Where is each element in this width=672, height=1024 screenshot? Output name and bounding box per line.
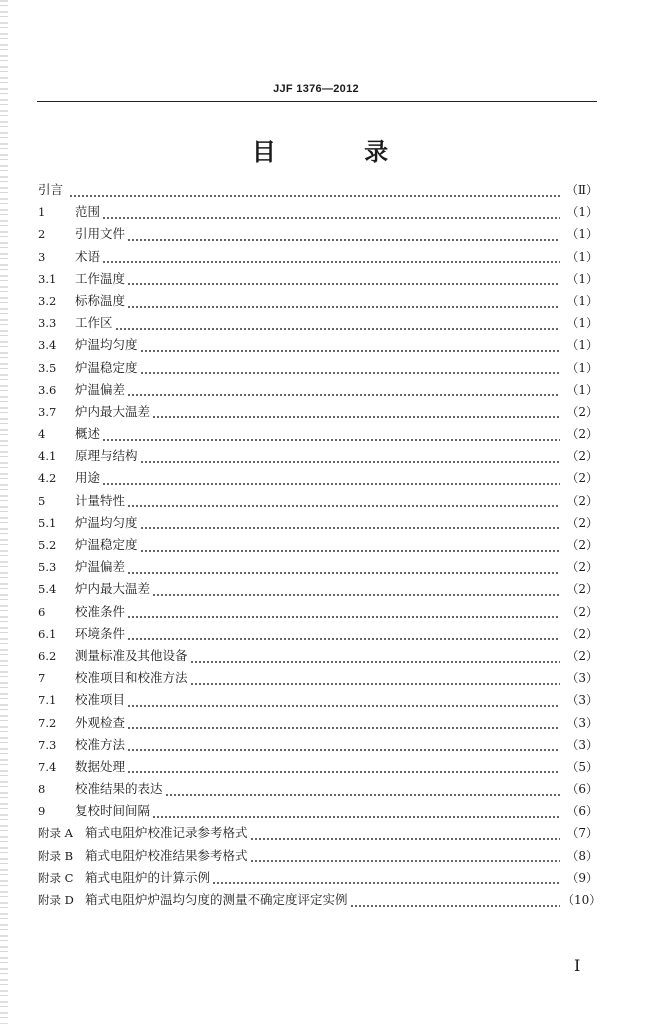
leader-dots bbox=[127, 306, 560, 308]
toc-entry[interactable] bbox=[38, 801, 598, 823]
toc-entry-page: （2） bbox=[566, 427, 598, 442]
leader-dots bbox=[140, 372, 560, 374]
toc-entry-label: 计量特性 bbox=[75, 492, 126, 508]
leader-dots bbox=[212, 882, 560, 884]
toc-entry-label: 环境条件 bbox=[75, 625, 126, 641]
toc-entry-label: 工作温度 bbox=[75, 270, 126, 286]
leader-dots bbox=[152, 816, 560, 818]
document-code: JJF 1376—2012 bbox=[273, 83, 359, 95]
toc-entry[interactable] bbox=[38, 424, 598, 446]
toc-entry[interactable] bbox=[38, 713, 598, 735]
toc-entry-page: （1） bbox=[566, 382, 598, 397]
toc-entry-label: 原理与结构 bbox=[75, 448, 138, 464]
toc-entry-page: （2） bbox=[566, 538, 598, 552]
toc-entry-page: （8） bbox=[566, 848, 598, 863]
header-rule bbox=[37, 101, 597, 102]
table-of-contents bbox=[38, 180, 602, 912]
toc-entry-page: （2） bbox=[566, 471, 598, 486]
toc-entry[interactable] bbox=[38, 846, 598, 868]
toc-entry-page: （1） bbox=[566, 316, 598, 331]
toc-entry-label: 数据处理 bbox=[75, 758, 126, 774]
toc-entry[interactable] bbox=[38, 402, 598, 424]
toc-entry-number: 3.7 bbox=[38, 404, 57, 419]
toc-entry[interactable] bbox=[38, 513, 598, 535]
toc-entry-page: （2） bbox=[566, 404, 598, 419]
toc-entry-number: 3.3 bbox=[38, 316, 57, 331]
leader-dots bbox=[102, 439, 560, 441]
leader-dots bbox=[127, 705, 560, 707]
toc-entry-label: 校准方法 bbox=[75, 736, 126, 752]
toc-entry-page: （1） bbox=[566, 271, 598, 286]
toc-entry-number: 3.1 bbox=[38, 271, 57, 286]
toc-entry[interactable] bbox=[38, 269, 598, 291]
leader-dots bbox=[250, 860, 560, 862]
page-title: 目 录 bbox=[251, 138, 429, 166]
toc-entry-label: 测量标准及其他设备 bbox=[75, 647, 188, 663]
toc-entry-number: 附录 B bbox=[38, 848, 74, 863]
toc-entry-number: 8 bbox=[38, 782, 46, 797]
toc-entry-page: （2） bbox=[566, 648, 598, 663]
toc-entry-label: 箱式电阻炉校准记录参考格式 bbox=[85, 825, 248, 841]
toc-entry-label: 校准条件 bbox=[75, 603, 126, 619]
leader-dots bbox=[127, 572, 560, 574]
toc-entry-label: 炉内最大温差 bbox=[75, 403, 151, 419]
toc-entry-number: 3.4 bbox=[38, 338, 57, 353]
toc-entry-label: 箱式电阻炉校准结果参考格式 bbox=[85, 847, 248, 863]
toc-entry-label: 校准项目 bbox=[75, 692, 126, 708]
toc-entry-page: （3） bbox=[566, 693, 598, 708]
toc-entry-number: 6 bbox=[38, 604, 46, 619]
toc-entry-number: 7.3 bbox=[38, 737, 57, 752]
toc-entry-page: （2） bbox=[566, 515, 598, 530]
toc-entry[interactable] bbox=[38, 579, 598, 601]
toc-entry[interactable] bbox=[38, 491, 598, 513]
toc-entry-page: （Ⅱ） bbox=[565, 183, 598, 197]
toc-entry-page: （1） bbox=[566, 338, 598, 353]
toc-entry-label: 炉温均匀度 bbox=[75, 337, 138, 353]
leader-dots bbox=[127, 749, 560, 751]
toc-entry-page: （6） bbox=[566, 804, 598, 819]
toc-entry-page: （1） bbox=[566, 227, 598, 242]
toc-entry-number: 5 bbox=[38, 493, 46, 508]
toc-entry-number: 2 bbox=[38, 227, 46, 242]
toc-entry-label: 外观检查 bbox=[75, 714, 126, 730]
toc-entry-number: 6.2 bbox=[38, 648, 57, 663]
leader-dots bbox=[140, 350, 560, 352]
toc-entry-page: （9） bbox=[566, 870, 598, 885]
leader-dots bbox=[140, 461, 560, 463]
toc-entry[interactable] bbox=[38, 779, 598, 801]
toc-entry-label: 标称温度 bbox=[75, 292, 126, 308]
toc-entry-page: （6） bbox=[566, 782, 598, 797]
toc-entry[interactable] bbox=[38, 557, 598, 579]
leader-dots bbox=[127, 239, 560, 241]
toc-entry-page: （2） bbox=[566, 493, 598, 508]
leader-dots bbox=[127, 638, 560, 640]
toc-entry-label: 炉温均匀度 bbox=[75, 514, 138, 530]
leader-dots bbox=[350, 905, 560, 907]
toc-entry-label: 校准项目和校准方法 bbox=[75, 670, 188, 686]
toc-entry-label: 概述 bbox=[75, 426, 101, 442]
toc-entry[interactable] bbox=[38, 690, 598, 712]
toc-entry-page: （1） bbox=[566, 205, 598, 220]
toc-entry-number: 3.6 bbox=[38, 382, 57, 397]
toc-entry-page: （2） bbox=[566, 582, 598, 597]
toc-entry-page: （3） bbox=[566, 715, 598, 730]
toc-entry[interactable] bbox=[38, 624, 598, 646]
toc-entry[interactable] bbox=[38, 535, 598, 557]
toc-entry-label: 炉内最大温差 bbox=[75, 581, 151, 597]
toc-entry[interactable] bbox=[38, 180, 598, 202]
toc-entry-page: （1） bbox=[566, 360, 598, 375]
toc-entry-page: （2） bbox=[566, 560, 598, 575]
toc-entry[interactable] bbox=[38, 668, 598, 690]
leader-dots bbox=[115, 328, 560, 330]
toc-entry-page: （2） bbox=[566, 449, 598, 464]
toc-entry[interactable] bbox=[38, 735, 598, 757]
toc-entry-number: 3 bbox=[38, 249, 46, 264]
toc-entry-number: 5.4 bbox=[38, 582, 57, 597]
leader-dots bbox=[127, 505, 560, 507]
leader-dots bbox=[127, 283, 560, 285]
toc-entry[interactable] bbox=[38, 890, 602, 912]
toc-entry-label: 用途 bbox=[75, 470, 101, 486]
toc-entry-number: 附录 C bbox=[38, 870, 74, 885]
toc-entry-label: 校准结果的表达 bbox=[75, 781, 163, 797]
leader-dots bbox=[190, 683, 560, 685]
toc-entry-label: 范围 bbox=[75, 204, 101, 220]
page-number: I bbox=[574, 956, 581, 975]
leader-dots bbox=[102, 261, 560, 263]
toc-entry[interactable] bbox=[38, 868, 598, 890]
leader-dots bbox=[102, 217, 560, 219]
toc-entry-page: （2） bbox=[566, 604, 598, 619]
toc-entry[interactable] bbox=[38, 335, 598, 357]
toc-entry[interactable] bbox=[38, 358, 598, 380]
toc-entry-number: 7.1 bbox=[38, 693, 57, 708]
toc-entry-page: （3） bbox=[566, 737, 598, 752]
toc-entry-label: 炉温偏差 bbox=[75, 381, 126, 397]
toc-entry-number: 4 bbox=[38, 427, 46, 442]
toc-entry-page: （1） bbox=[566, 249, 598, 264]
toc-entry-number: 6.1 bbox=[38, 626, 57, 641]
toc-entry-label: 箱式电阻炉炉温均匀度的测量不确定度评定实例 bbox=[85, 892, 348, 907]
toc-entry-page: （2） bbox=[566, 626, 598, 641]
toc-entry-page: （5） bbox=[566, 759, 598, 774]
toc-entry-number: 7.2 bbox=[38, 715, 57, 730]
leader-dots bbox=[152, 594, 560, 596]
toc-entry-label: 工作区 bbox=[75, 315, 113, 331]
leader-dots bbox=[127, 616, 560, 618]
toc-entry[interactable] bbox=[38, 646, 598, 668]
leader-dots bbox=[250, 838, 560, 840]
toc-entry-number: 附录 D bbox=[38, 893, 74, 907]
leader-dots bbox=[140, 527, 560, 529]
toc-entry-label: 箱式电阻炉的计算示例 bbox=[85, 869, 211, 885]
toc-entry-page: （10） bbox=[562, 893, 602, 907]
toc-entry-number: 4.2 bbox=[38, 471, 57, 486]
toc-entry-number: 5.3 bbox=[38, 560, 57, 575]
toc-entry-number: 7 bbox=[38, 671, 46, 686]
leader-dots bbox=[140, 550, 560, 552]
leader-dots bbox=[127, 394, 560, 396]
toc-entry-number: 7.4 bbox=[38, 759, 57, 774]
toc-entry-page: （3） bbox=[566, 671, 598, 686]
leader-dots bbox=[190, 661, 560, 663]
toc-entry-label: 术语 bbox=[75, 248, 101, 264]
toc-entry[interactable] bbox=[38, 313, 598, 335]
toc-entry[interactable] bbox=[38, 380, 598, 402]
leader-dots bbox=[127, 727, 560, 729]
toc-entry[interactable] bbox=[38, 247, 598, 269]
toc-entry[interactable] bbox=[38, 757, 598, 779]
toc-entry-number: 附录 A bbox=[38, 826, 73, 841]
toc-entry[interactable] bbox=[38, 602, 598, 624]
toc-entry-label: 引言 bbox=[38, 182, 64, 197]
toc-entry-number: 3.2 bbox=[38, 293, 57, 308]
toc-entry-number: 4.1 bbox=[38, 449, 57, 464]
toc-entry-label: 炉温稳定度 bbox=[75, 537, 138, 552]
leader-dots bbox=[127, 771, 560, 773]
toc-entry-label: 炉温偏差 bbox=[75, 559, 126, 575]
toc-entry-number: 5.1 bbox=[38, 515, 57, 530]
leader-dots bbox=[69, 195, 560, 197]
toc-entry-label: 炉温稳定度 bbox=[75, 359, 138, 375]
toc-entry-number: 9 bbox=[38, 804, 46, 819]
toc-entry-label: 复校时间间隔 bbox=[75, 803, 151, 819]
toc-entry[interactable] bbox=[38, 291, 598, 313]
toc-entry[interactable] bbox=[38, 202, 598, 224]
toc-entry[interactable] bbox=[38, 823, 598, 845]
toc-entry-page: （7） bbox=[566, 826, 598, 841]
toc-entry-label: 引用文件 bbox=[75, 226, 126, 242]
leader-dots bbox=[152, 416, 560, 418]
toc-entry-page: （1） bbox=[566, 293, 598, 308]
toc-entry[interactable] bbox=[38, 468, 598, 490]
toc-entry-number: 5.2 bbox=[38, 538, 57, 552]
leader-dots bbox=[102, 483, 560, 485]
leader-dots bbox=[165, 794, 560, 796]
toc-entry[interactable] bbox=[38, 446, 598, 468]
toc-entry[interactable] bbox=[38, 224, 598, 246]
toc-entry-number: 1 bbox=[38, 205, 46, 220]
toc-entry-number: 3.5 bbox=[38, 360, 57, 375]
